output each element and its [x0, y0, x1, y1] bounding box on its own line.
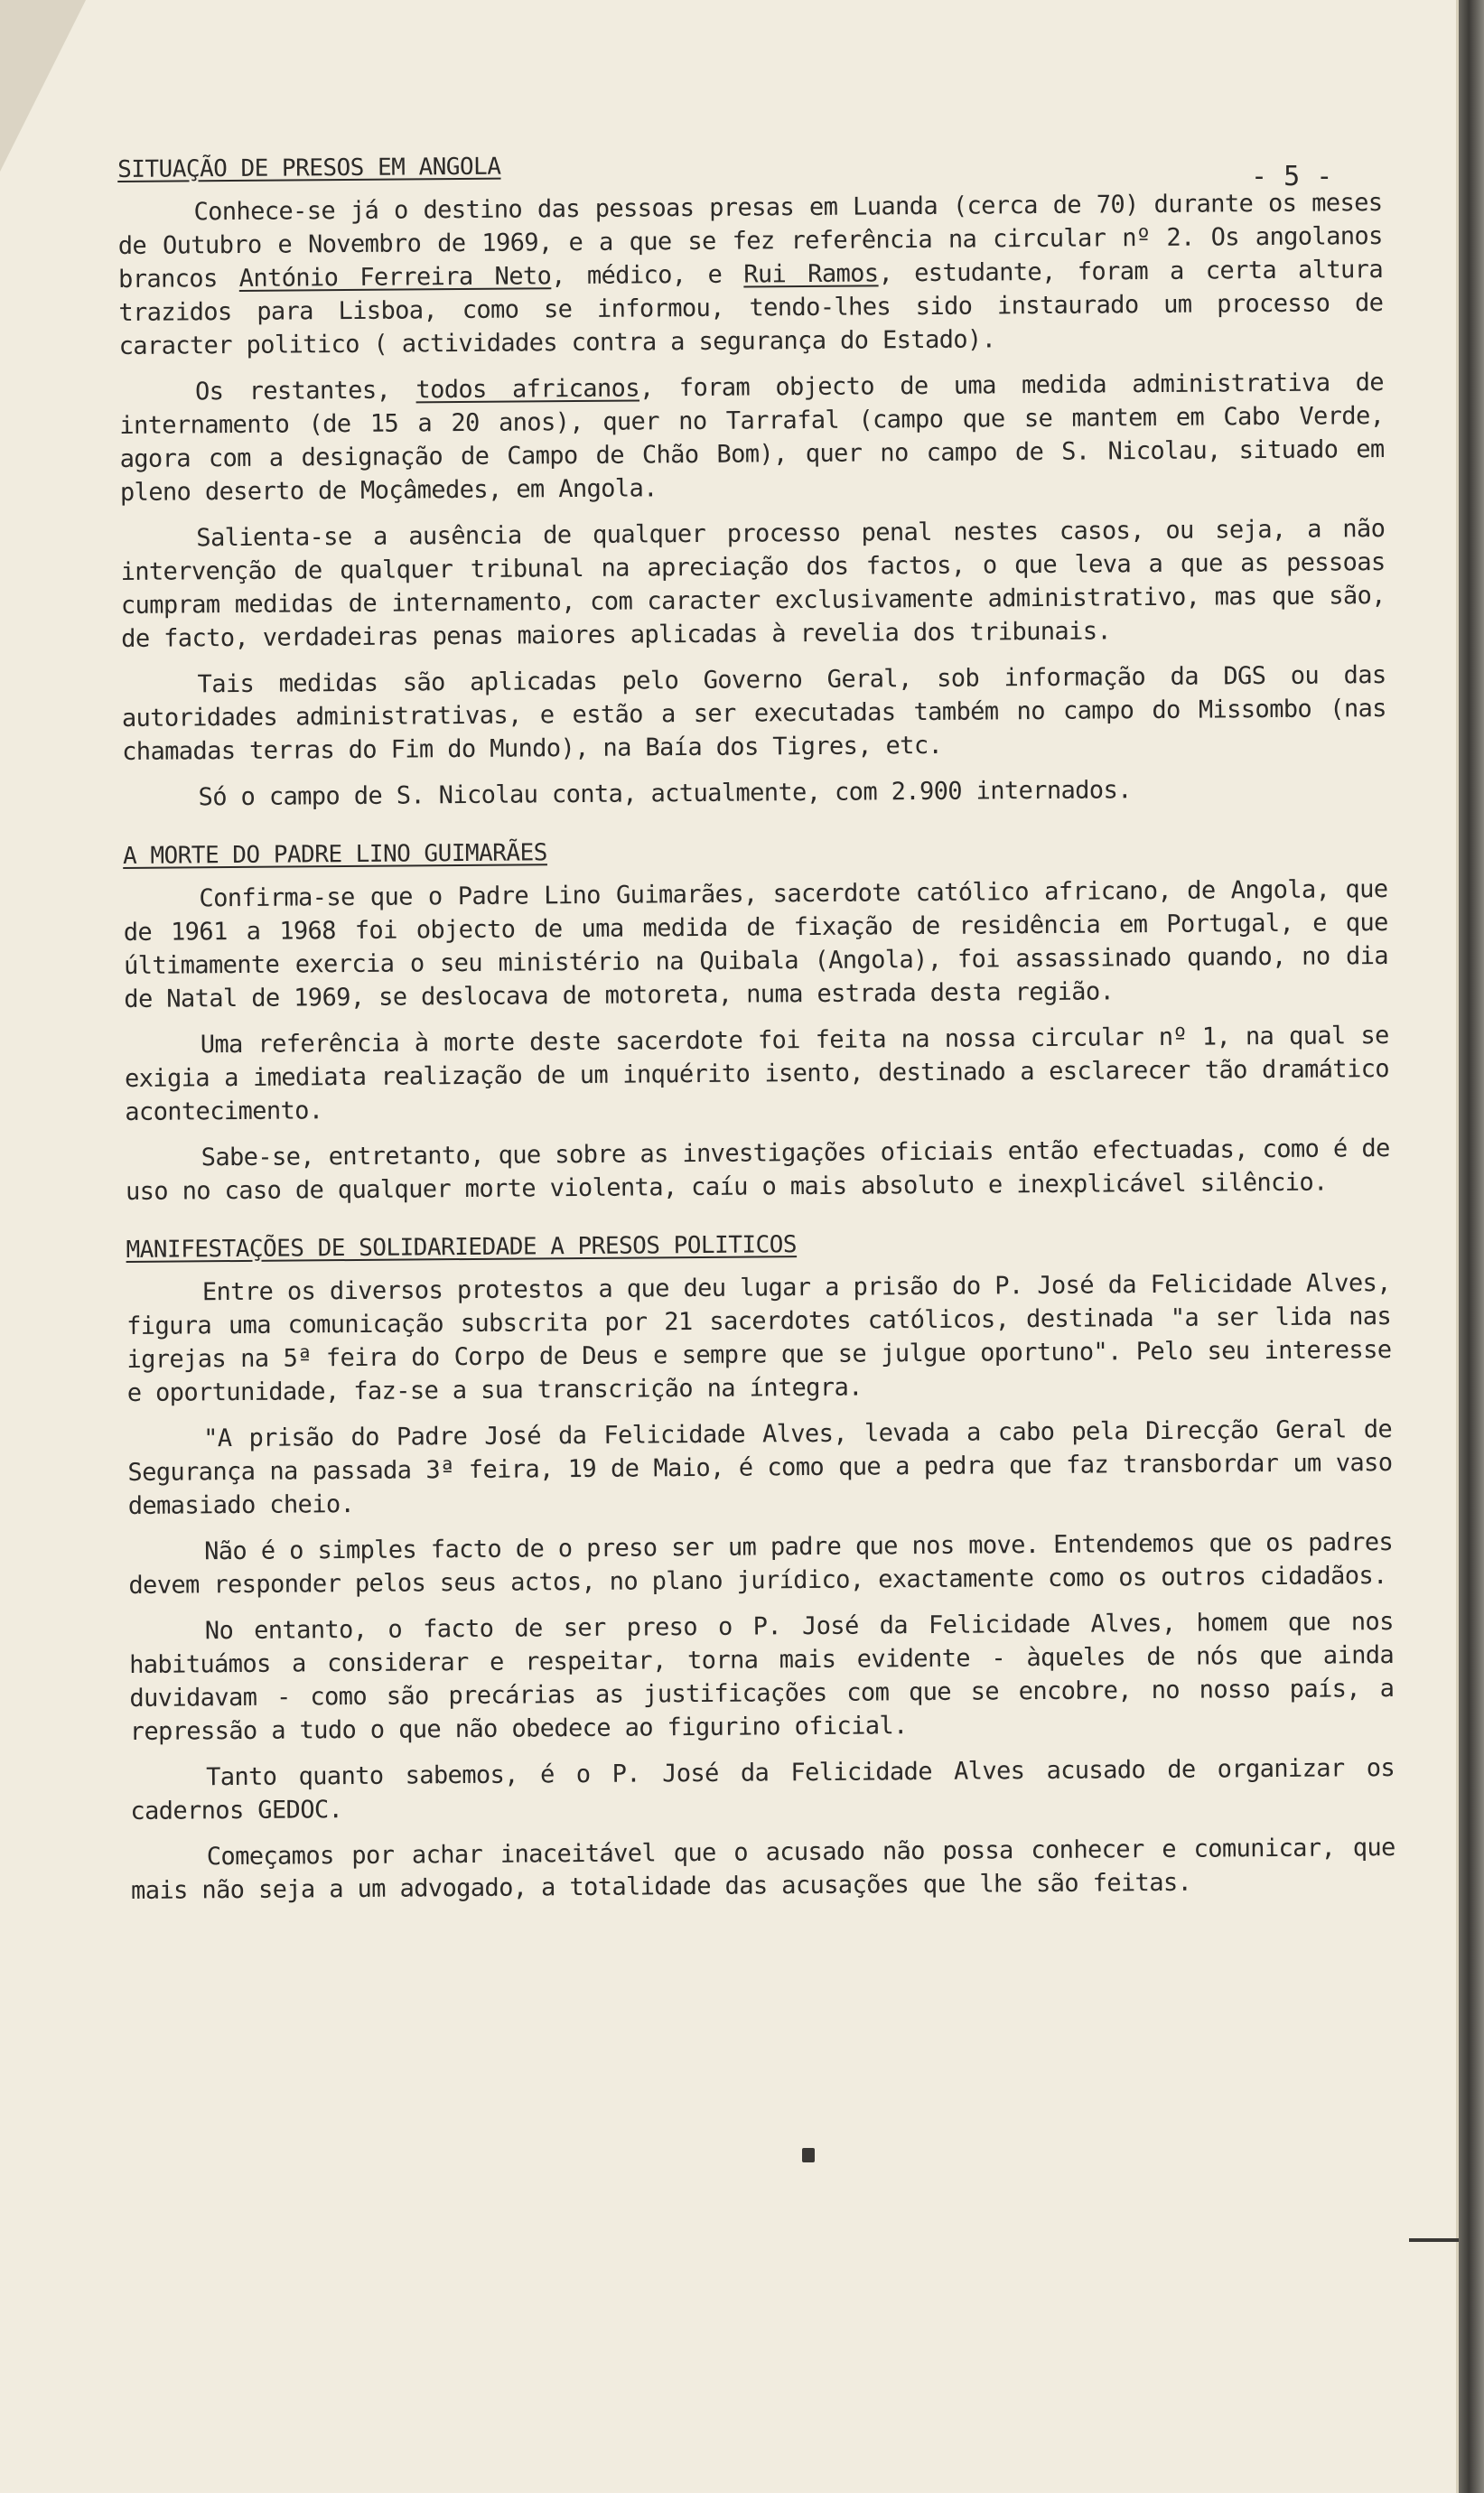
paragraph: Uma referência à morte deste sacerdote foi feita na nossa circular nº 1, na qual se exigia a imediata realização de um inquérito isento, destinado a esclarecer tão dramático acontecimento.	[124, 1021, 1390, 1126]
paragraph: Tanto quanto sabemos, é o P. José da Felicidade Alves acusado de organizar os cadernos GEDOC.	[130, 1753, 1395, 1825]
paragraph	[119, 366, 1385, 509]
section-heading: MANIFESTAÇÕES DE SOLIDARIEDADE A PRESOS POLITICOS	[126, 1231, 798, 1264]
section-presos-angola	[117, 144, 1387, 815]
margin-rule	[1409, 2238, 1459, 2242]
section-morte-padre-lino	[123, 830, 1390, 1209]
paragraph	[117, 186, 1383, 363]
page-edge-shadow	[1459, 0, 1484, 2493]
paragraph-text: , estudante, foram a certa altura trazidos para Lisboa, como se informou, tendo-lhes sido instaurado um processo de caracter politico ( actividades contra a segurança do Estado).	[118, 256, 1384, 360]
document-body	[117, 144, 1395, 1933]
paragraph: Entre os diversos protestos a que deu lugar a prisão do P. José da Felicidade Alves, figura uma comunicação subscrita por 21 sacerdotes católicos, destinada "a ser lida nas igrejas na 5ª feira do Corpo de Deus e sempre que se julgue oportuno". Pelo seu interesse e oportunidade, faz-se a sua transcrição na íntegra.	[126, 1268, 1392, 1407]
paragraph: Salienta-se a ausência de qualquer processo penal nestes casos, ou seja, a não intervenção de qualquer tribunal na apreciação dos factos, o que leva a que as pessoas cumpram medidas de internamento, com caracter exclusivamente administrativo, mas que são, de facto, verdadeiras penas maiores aplicadas à revelia dos tribunais.	[120, 514, 1386, 653]
ink-mark	[802, 2148, 815, 2162]
underlined-name: Rui Ramos	[743, 259, 879, 289]
paragraph: Só o campo de S. Nicolau conta, actualmente, com 2.900 internados.	[198, 776, 1132, 812]
paragraph-text: Os restantes,	[194, 376, 416, 406]
paragraph: Começamos por achar inaceitável que o acusado não possa conhecer e comunicar, que mais não seja a um advogado, a totalidade das acusações que lhe são feitas.	[130, 1833, 1395, 1905]
paragraph: No entanto, o facto de ser preso o P. José da Felicidade Alves, homem que nos habituámos a considerar e respeitar, torna mais evidente - àqueles de nós que ainda duvidavam - como são precárias as justificações com que se encobre, no nosso país, a repressão a tudo o que não obedece ao figurino oficial.	[129, 1607, 1395, 1746]
paragraph-text: , foram objecto de uma medida administrativa de internamento (de 15 a 20 anos), quer no Tarrafal (campo que se mantem em Cabo Verde, agora com a designação de Campo de Chão Bom), quer no campo de S. Nicolau, situado em pleno deserto de Moçâmedes, em Angola.	[119, 368, 1385, 507]
paragraph: Sabe-se, entretanto, que sobre as investigações oficiais então efectuadas, como é de uso no caso de qualquer morte violenta, caíu o mais absoluto e inexplicável silêncio.	[125, 1134, 1390, 1206]
underlined-name: António Ferreira Neto	[238, 262, 552, 293]
section-manifestacoes-solidariedade	[126, 1224, 1395, 1908]
paragraph: Confirma-se que o Padre Lino Guimarães, sacerdote católico africano, de Angola, que de 1961 a 1968 foi objecto de uma medida de fixação de residência em Portugal, e que últimamente exercia o seu ministério na Quibala (Angola), foi assassinado quando, no dia de Natal de 1969, se deslocava de motoreta, numa estrada desta região.	[123, 874, 1389, 1013]
page-number: - 5 -	[1251, 161, 1333, 192]
paragraph: Tais medidas são aplicadas pelo Governo Geral, sob informação da DGS ou das autoridades administrativas, e estão a ser executadas também no campo do Missombo (nas chamadas terras do Fim do Mundo), na Baía dos Tigres, etc.	[121, 660, 1386, 766]
paragraph-text: Conhece-se já o destino das pessoas presas em Luanda (cerca de 70) durante os meses de Outubro e Novembro de 1969, e a que se fez referência na circular nº 2. Os angolanos brancos	[117, 189, 1383, 294]
section-heading: SITUAÇÃO DE PRESOS EM ANGOLA	[117, 153, 501, 183]
underlined-phrase: todos africanos	[415, 374, 640, 405]
paragraph-text: , médico, e	[551, 260, 744, 291]
paragraph: Não é o simples facto de o preso ser um padre que nos move. Entendemos que os padres devem responder pelos seus actos, no plano jurídico, exactamente como os outros cidadãos.	[128, 1527, 1394, 1600]
paragraph: "A prisão do Padre José da Felicidade Alves, levada a cabo pela Direcção Geral de Segurança na passada 3ª feira, 19 de Maio, é como que a pedra que faz transbordar um vaso demasiado cheio.	[127, 1415, 1393, 1520]
folded-corner	[0, 0, 86, 172]
section-heading: A MORTE DO PADRE LINO GUIMARÃES	[122, 839, 547, 870]
